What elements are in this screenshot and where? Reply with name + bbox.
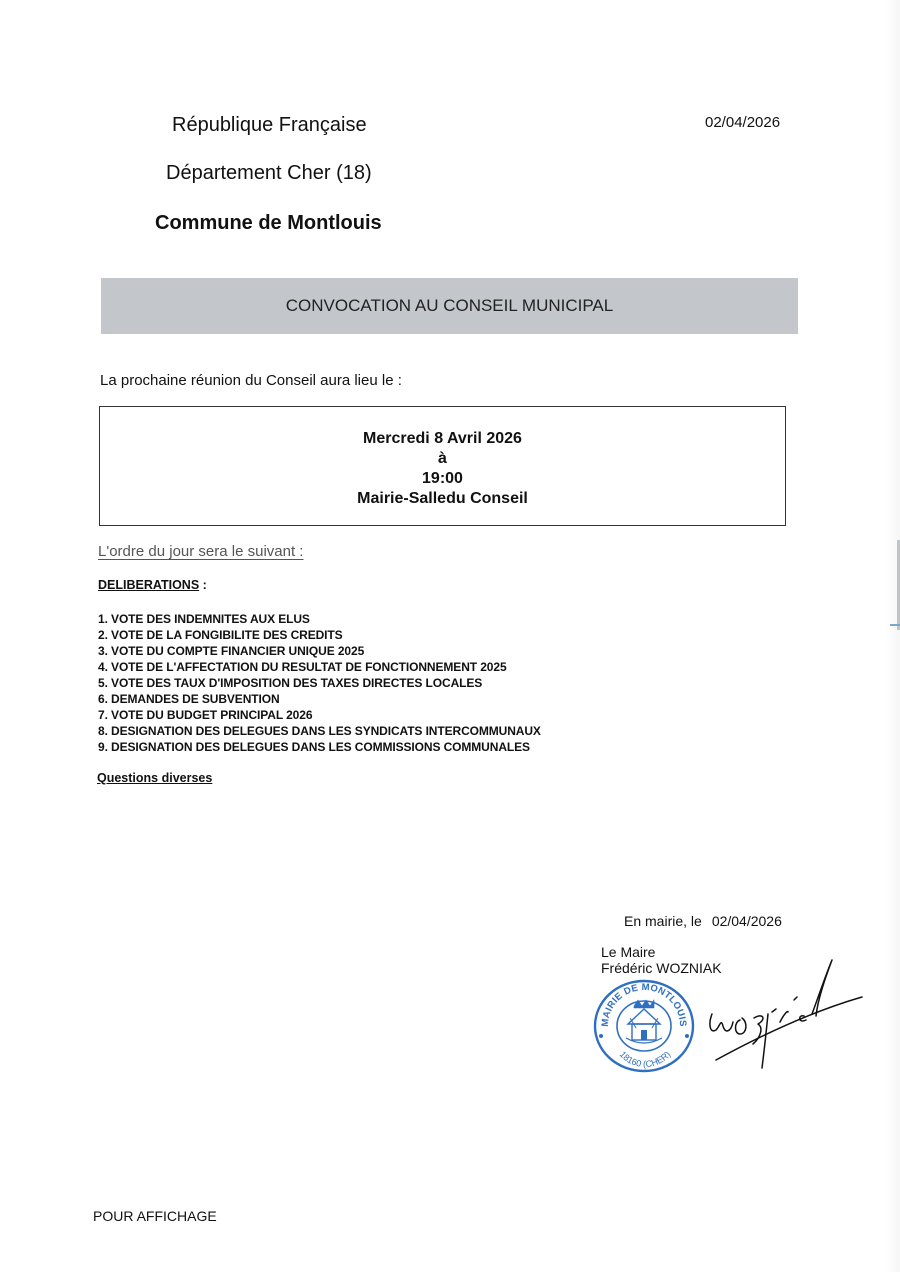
posting-label: POUR AFFICHAGE xyxy=(93,1208,217,1224)
meeting-intro: La prochaine réunion du Conseil aura lieu le : xyxy=(100,372,402,389)
republic-title: République Française xyxy=(172,114,367,136)
agenda-item: 3. VOTE DU COMPTE FINANCIER UNIQUE 2025 xyxy=(98,644,365,658)
agenda-item: 4. VOTE DE L'AFFECTATION DU RESULTAT DE FONCTIONNEMENT 2025 xyxy=(98,660,507,674)
convocation-banner xyxy=(101,278,798,334)
meeting-time: 19:00 xyxy=(422,470,463,487)
convocation-title: CONVOCATION AU CONSEIL MUNICIPAL xyxy=(285,296,614,315)
deliberations-label: DELIBERATIONS xyxy=(98,578,200,592)
agenda-item: 9. DESIGNATION DES DELEGUES DANS LES COMMISSIONS COMMUNALES xyxy=(98,740,530,754)
meeting-day: Mercredi 8 Avril 2026 xyxy=(363,430,522,447)
deliberations-heading xyxy=(98,578,207,592)
mayor-name: Frédéric WOZNIAK xyxy=(601,960,722,976)
page-edge-shadow xyxy=(886,0,900,1272)
signing-place-date xyxy=(624,913,782,929)
commune-title: Commune de Montlouis xyxy=(155,212,382,234)
questions-diverses: Questions diverses xyxy=(97,771,213,785)
meeting-place: Mairie-Salledu Conseil xyxy=(357,490,528,507)
stamp-top-text: MAIRIE DE MONTLOUIS xyxy=(599,981,689,1028)
stamp-bottom-text: 18160 (CHER) xyxy=(617,1049,673,1070)
agenda-intro: L'ordre du jour sera le suivant : xyxy=(98,543,304,560)
deliberations-colon: : xyxy=(199,578,207,592)
agenda-item: 7. VOTE DU BUDGET PRINCIPAL 2026 xyxy=(98,708,313,722)
agenda-item: 1. VOTE DES INDEMNITES AUX ELUS xyxy=(98,612,310,626)
agenda-list xyxy=(98,611,541,755)
agenda-item: 8. DESIGNATION DES DELEGUES DANS LES SYNDICATS INTERCOMMUNAUX xyxy=(98,724,541,738)
mayor-signature xyxy=(700,952,870,1077)
meeting-details-box xyxy=(99,406,786,526)
department-title: Département Cher (18) xyxy=(166,162,372,184)
agenda-item: 6. DEMANDES DE SUBVENTION xyxy=(98,692,280,706)
town-hall-stamp xyxy=(592,978,696,1074)
stamp-emblem-icon xyxy=(626,1000,662,1043)
agenda-item: 5. VOTE DES TAUX D'IMPOSITION DES TAXES DIRECTES LOCALES xyxy=(98,676,483,690)
document-date: 02/04/2026 xyxy=(705,114,781,131)
mayor-role: Le Maire xyxy=(601,944,656,960)
signing-date: 02/04/2026 xyxy=(711,913,782,929)
page-edge-tick xyxy=(890,624,900,626)
signing-place-label: En mairie, le xyxy=(624,913,702,929)
agenda-item: 2. VOTE DE LA FONGIBILITE DES CREDITS xyxy=(98,628,343,642)
meeting-at: à xyxy=(438,450,447,467)
